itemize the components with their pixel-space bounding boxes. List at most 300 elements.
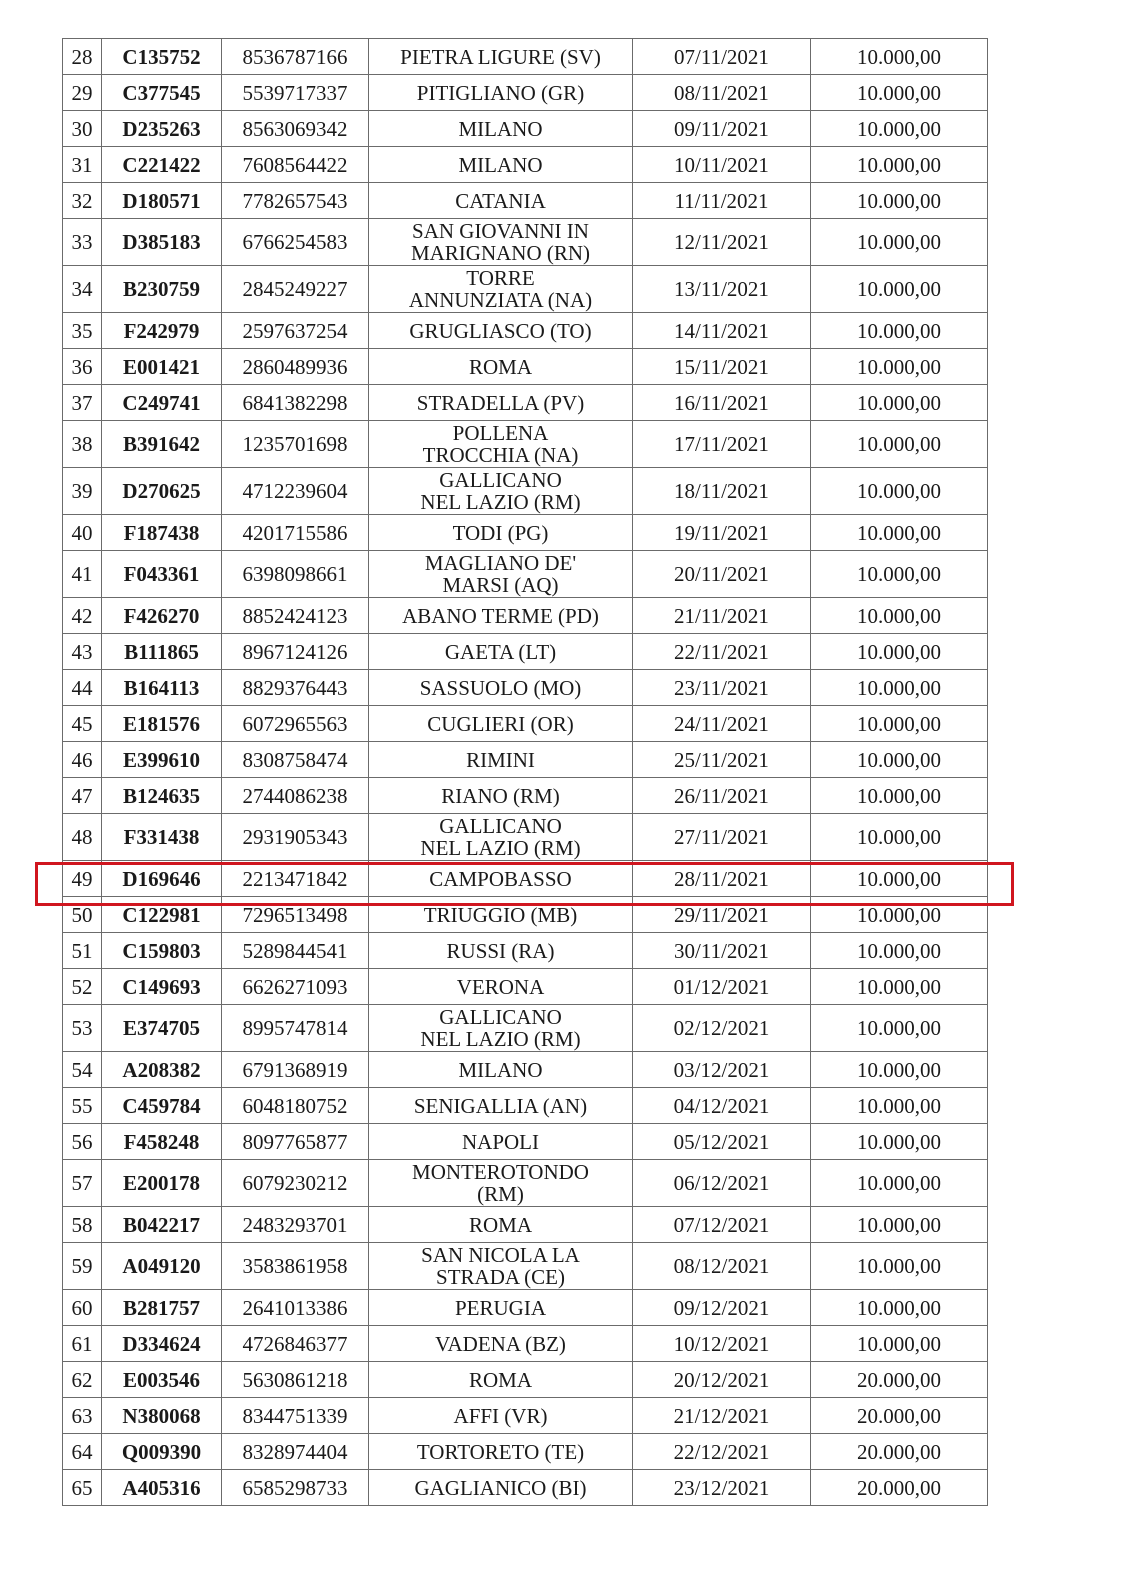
city-text: PERUGIA <box>454 1295 546 1320</box>
table-row <box>63 1005 988 1052</box>
city-text: GRUGLIASCO (TO) <box>409 318 592 343</box>
date-cell: 12/11/2021 <box>633 219 811 266</box>
table-row <box>63 313 988 349</box>
amount-cell: 10.000,00 <box>811 969 988 1005</box>
tax-code-cell: 7782657543 <box>222 183 369 219</box>
code-cell: Q009390 <box>102 1434 222 1470</box>
row-number: 36 <box>63 349 102 385</box>
city-cell <box>369 421 633 468</box>
city-cell <box>369 814 633 861</box>
row-number: 58 <box>63 1207 102 1243</box>
row-number: 34 <box>63 266 102 313</box>
table-row <box>63 468 988 515</box>
row-number: 55 <box>63 1088 102 1124</box>
tax-code-cell: 6626271093 <box>222 969 369 1005</box>
city-text: SENIGALLIA (AN) <box>413 1093 588 1118</box>
city-cell <box>369 634 633 670</box>
city-text: ROMA <box>468 1212 532 1237</box>
tax-code-cell: 8967124126 <box>222 634 369 670</box>
date-cell: 21/12/2021 <box>633 1398 811 1434</box>
amount-cell: 10.000,00 <box>811 266 988 313</box>
table-row <box>63 933 988 969</box>
city-text: CATANIA <box>455 188 546 213</box>
city-text: GAGLIANICO (BI) <box>414 1475 587 1500</box>
date-cell: 23/11/2021 <box>633 670 811 706</box>
city-cell <box>369 670 633 706</box>
city-cell <box>369 111 633 147</box>
city-text: PIETRA LIGURE (SV) <box>400 44 601 69</box>
amount-cell: 10.000,00 <box>811 468 988 515</box>
amount-cell: 10.000,00 <box>811 147 988 183</box>
tax-code-cell: 8097765877 <box>222 1124 369 1160</box>
tax-code-cell: 8536787166 <box>222 39 369 75</box>
date-cell: 18/11/2021 <box>633 468 811 515</box>
amount-cell: 10.000,00 <box>811 183 988 219</box>
amount-cell: 10.000,00 <box>811 1160 988 1207</box>
table-row <box>63 1326 988 1362</box>
table-row <box>63 75 988 111</box>
code-cell: C135752 <box>102 39 222 75</box>
row-number: 52 <box>63 969 102 1005</box>
table-row <box>63 1290 988 1326</box>
city-cell <box>369 1290 633 1326</box>
row-number: 37 <box>63 385 102 421</box>
amount-cell: 10.000,00 <box>811 421 988 468</box>
amount-cell: 10.000,00 <box>811 75 988 111</box>
amount-cell: 10.000,00 <box>811 39 988 75</box>
amount-cell: 20.000,00 <box>811 1398 988 1434</box>
table-row <box>63 1470 988 1506</box>
table-row <box>63 1088 988 1124</box>
city-cell <box>369 1434 633 1470</box>
code-cell: E399610 <box>102 742 222 778</box>
date-cell: 11/11/2021 <box>633 183 811 219</box>
city-cell <box>369 515 633 551</box>
city-cell <box>369 183 633 219</box>
tax-code-cell: 6766254583 <box>222 219 369 266</box>
city-text: MAGLIANO DE' MARSI (AQ) <box>424 551 577 597</box>
table-row <box>63 266 988 313</box>
city-text: GALLICANO NEL LAZIO (RM) <box>420 468 581 514</box>
table-body <box>63 39 988 1506</box>
row-number: 62 <box>63 1362 102 1398</box>
city-cell <box>369 742 633 778</box>
tax-code-cell: 2845249227 <box>222 266 369 313</box>
row-number: 30 <box>63 111 102 147</box>
amount-cell: 10.000,00 <box>811 1052 988 1088</box>
row-number: 49 <box>63 861 102 897</box>
code-cell: C249741 <box>102 385 222 421</box>
city-cell <box>369 313 633 349</box>
date-cell: 15/11/2021 <box>633 349 811 385</box>
code-cell: F043361 <box>102 551 222 598</box>
city-cell <box>369 1005 633 1052</box>
row-number: 59 <box>63 1243 102 1290</box>
row-number: 57 <box>63 1160 102 1207</box>
row-number: 32 <box>63 183 102 219</box>
code-cell: B391642 <box>102 421 222 468</box>
amount-cell: 10.000,00 <box>811 551 988 598</box>
city-text: GAETA (LT) <box>444 639 557 664</box>
tax-code-cell: 2597637254 <box>222 313 369 349</box>
code-cell: D334624 <box>102 1326 222 1362</box>
city-text: CUGLIERI (OR) <box>427 711 574 736</box>
amount-cell: 10.000,00 <box>811 670 988 706</box>
date-cell: 07/12/2021 <box>633 1207 811 1243</box>
amount-cell: 10.000,00 <box>811 861 988 897</box>
city-cell <box>369 551 633 598</box>
tax-code-cell: 2641013386 <box>222 1290 369 1326</box>
amount-cell: 10.000,00 <box>811 1290 988 1326</box>
date-cell: 09/11/2021 <box>633 111 811 147</box>
tax-code-cell: 4726846377 <box>222 1326 369 1362</box>
amount-cell: 10.000,00 <box>811 515 988 551</box>
tax-code-cell: 8852424123 <box>222 598 369 634</box>
row-number: 42 <box>63 598 102 634</box>
city-cell <box>369 778 633 814</box>
code-cell: B230759 <box>102 266 222 313</box>
date-cell: 03/12/2021 <box>633 1052 811 1088</box>
amount-cell: 10.000,00 <box>811 1243 988 1290</box>
date-cell: 16/11/2021 <box>633 385 811 421</box>
date-cell: 10/12/2021 <box>633 1326 811 1362</box>
row-number: 63 <box>63 1398 102 1434</box>
table-row <box>63 515 988 551</box>
table-row <box>63 598 988 634</box>
amount-cell: 10.000,00 <box>811 385 988 421</box>
tax-code-cell: 8308758474 <box>222 742 369 778</box>
city-text: POLLENA TROCCHIA (NA) <box>422 421 579 467</box>
date-cell: 22/11/2021 <box>633 634 811 670</box>
city-text: RUSSI (RA) <box>446 938 555 963</box>
code-cell: A208382 <box>102 1052 222 1088</box>
amount-cell: 10.000,00 <box>811 1207 988 1243</box>
amount-cell: 10.000,00 <box>811 1005 988 1052</box>
code-cell: N380068 <box>102 1398 222 1434</box>
tax-code-cell: 8328974404 <box>222 1434 369 1470</box>
table-row <box>63 147 988 183</box>
row-number: 44 <box>63 670 102 706</box>
city-text: ABANO TERME (PD) <box>402 603 599 628</box>
date-cell: 29/11/2021 <box>633 897 811 933</box>
city-text: GALLICANO NEL LAZIO (RM) <box>420 1005 581 1051</box>
tax-code-cell: 5289844541 <box>222 933 369 969</box>
city-cell <box>369 1470 633 1506</box>
table-row <box>63 385 988 421</box>
tax-code-cell: 8563069342 <box>222 111 369 147</box>
city-text: RIANO (RM) <box>441 783 560 808</box>
row-number: 60 <box>63 1290 102 1326</box>
date-cell: 02/12/2021 <box>633 1005 811 1052</box>
tax-code-cell: 8344751339 <box>222 1398 369 1434</box>
row-number: 50 <box>63 897 102 933</box>
code-cell: A049120 <box>102 1243 222 1290</box>
row-number: 40 <box>63 515 102 551</box>
amount-cell: 10.000,00 <box>811 778 988 814</box>
table-row <box>63 1124 988 1160</box>
tax-code-cell: 2744086238 <box>222 778 369 814</box>
date-cell: 06/12/2021 <box>633 1160 811 1207</box>
table-row <box>63 706 988 742</box>
tax-code-cell: 4201715586 <box>222 515 369 551</box>
table-row <box>63 814 988 861</box>
tax-code-cell: 6398098661 <box>222 551 369 598</box>
city-cell <box>369 1243 633 1290</box>
city-cell <box>369 1088 633 1124</box>
table-row <box>63 551 988 598</box>
city-cell <box>369 385 633 421</box>
table-row <box>63 969 988 1005</box>
city-cell <box>369 598 633 634</box>
city-text: GALLICANO NEL LAZIO (RM) <box>420 814 581 860</box>
date-cell: 27/11/2021 <box>633 814 811 861</box>
code-cell: B281757 <box>102 1290 222 1326</box>
table-row <box>63 861 988 897</box>
code-cell: B164113 <box>102 670 222 706</box>
date-cell: 17/11/2021 <box>633 421 811 468</box>
city-cell <box>369 349 633 385</box>
date-cell: 10/11/2021 <box>633 147 811 183</box>
tax-code-cell: 3583861958 <box>222 1243 369 1290</box>
city-text: VERONA <box>456 974 545 999</box>
date-cell: 22/12/2021 <box>633 1434 811 1470</box>
row-number: 56 <box>63 1124 102 1160</box>
city-text: MILANO <box>458 116 543 141</box>
code-cell: C459784 <box>102 1088 222 1124</box>
amount-cell: 10.000,00 <box>811 634 988 670</box>
tax-code-cell: 7608564422 <box>222 147 369 183</box>
table-row <box>63 670 988 706</box>
date-cell: 21/11/2021 <box>633 598 811 634</box>
amount-cell: 20.000,00 <box>811 1470 988 1506</box>
code-cell: D235263 <box>102 111 222 147</box>
table-row <box>63 183 988 219</box>
date-cell: 25/11/2021 <box>633 742 811 778</box>
table-row <box>63 1362 988 1398</box>
city-cell <box>369 147 633 183</box>
code-cell: F187438 <box>102 515 222 551</box>
date-cell: 19/11/2021 <box>633 515 811 551</box>
table-row <box>63 349 988 385</box>
date-cell: 04/12/2021 <box>633 1088 811 1124</box>
table-row <box>63 1434 988 1470</box>
row-number: 61 <box>63 1326 102 1362</box>
amount-cell: 10.000,00 <box>811 1326 988 1362</box>
row-number: 53 <box>63 1005 102 1052</box>
table-row <box>63 1398 988 1434</box>
row-number: 54 <box>63 1052 102 1088</box>
tax-code-cell: 2483293701 <box>222 1207 369 1243</box>
table-row <box>63 421 988 468</box>
amount-cell: 10.000,00 <box>811 814 988 861</box>
amount-cell: 10.000,00 <box>811 933 988 969</box>
date-cell: 09/12/2021 <box>633 1290 811 1326</box>
row-number: 41 <box>63 551 102 598</box>
row-number: 47 <box>63 778 102 814</box>
tax-code-cell: 5630861218 <box>222 1362 369 1398</box>
code-cell: D270625 <box>102 468 222 515</box>
tax-code-cell: 2931905343 <box>222 814 369 861</box>
table-row <box>63 1052 988 1088</box>
city-text: NAPOLI <box>462 1129 539 1154</box>
code-cell: E181576 <box>102 706 222 742</box>
code-cell: F242979 <box>102 313 222 349</box>
code-cell: B124635 <box>102 778 222 814</box>
code-cell: C377545 <box>102 75 222 111</box>
amount-cell: 10.000,00 <box>811 1088 988 1124</box>
tax-code-cell: 6791368919 <box>222 1052 369 1088</box>
date-cell: 01/12/2021 <box>633 969 811 1005</box>
code-cell: F458248 <box>102 1124 222 1160</box>
city-cell <box>369 1124 633 1160</box>
city-cell <box>369 706 633 742</box>
city-cell <box>369 1398 633 1434</box>
city-cell <box>369 1362 633 1398</box>
row-number: 51 <box>63 933 102 969</box>
city-cell <box>369 1207 633 1243</box>
city-text: SAN GIOVANNI IN MARIGNANO (RN) <box>410 219 591 265</box>
city-cell <box>369 75 633 111</box>
city-text: VADENA (BZ) <box>435 1331 566 1356</box>
city-text: TRIUGGIO (MB) <box>423 902 578 927</box>
tax-code-cell: 6048180752 <box>222 1088 369 1124</box>
tax-code-cell: 6585298733 <box>222 1470 369 1506</box>
row-number: 39 <box>63 468 102 515</box>
tax-code-cell: 8995747814 <box>222 1005 369 1052</box>
amount-cell: 10.000,00 <box>811 313 988 349</box>
table-row <box>63 219 988 266</box>
city-cell <box>369 861 633 897</box>
tax-code-cell: 1235701698 <box>222 421 369 468</box>
row-number: 31 <box>63 147 102 183</box>
city-text: TORRE ANNUNZIATA (NA) <box>408 266 593 312</box>
amount-cell: 10.000,00 <box>811 1124 988 1160</box>
city-cell <box>369 1160 633 1207</box>
row-number: 45 <box>63 706 102 742</box>
beneficiaries-table <box>62 38 988 1506</box>
row-number: 28 <box>63 39 102 75</box>
code-cell: A405316 <box>102 1470 222 1506</box>
table-row <box>63 742 988 778</box>
city-cell <box>369 933 633 969</box>
date-cell: 13/11/2021 <box>633 266 811 313</box>
city-cell <box>369 266 633 313</box>
city-text: TORTORETO (TE) <box>416 1439 585 1464</box>
row-number: 48 <box>63 814 102 861</box>
date-cell: 30/11/2021 <box>633 933 811 969</box>
city-cell <box>369 897 633 933</box>
table-row <box>63 897 988 933</box>
code-cell: B111865 <box>102 634 222 670</box>
row-number: 43 <box>63 634 102 670</box>
date-cell: 20/11/2021 <box>633 551 811 598</box>
city-text: RIMINI <box>466 747 535 772</box>
table-row <box>63 778 988 814</box>
tax-code-cell: 6079230212 <box>222 1160 369 1207</box>
city-text: ROMA <box>468 354 532 379</box>
table-row <box>63 1160 988 1207</box>
city-cell <box>369 219 633 266</box>
city-text: SAN NICOLA LA STRADA (CE) <box>421 1243 580 1289</box>
city-text: SASSUOLO (MO) <box>419 675 582 700</box>
code-cell: C122981 <box>102 897 222 933</box>
amount-cell: 10.000,00 <box>811 349 988 385</box>
date-cell: 23/12/2021 <box>633 1470 811 1506</box>
row-number: 29 <box>63 75 102 111</box>
code-cell: F331438 <box>102 814 222 861</box>
code-cell: D385183 <box>102 219 222 266</box>
row-number: 64 <box>63 1434 102 1470</box>
tax-code-cell: 5539717337 <box>222 75 369 111</box>
city-text: MILANO <box>458 1057 543 1082</box>
date-cell: 08/11/2021 <box>633 75 811 111</box>
date-cell: 26/11/2021 <box>633 778 811 814</box>
amount-cell: 10.000,00 <box>811 111 988 147</box>
city-text: TODI (PG) <box>452 520 549 545</box>
row-number: 35 <box>63 313 102 349</box>
amount-cell: 20.000,00 <box>811 1362 988 1398</box>
city-cell <box>369 1326 633 1362</box>
date-cell: 08/12/2021 <box>633 1243 811 1290</box>
city-text: MONTEROTONDO (RM) <box>412 1160 589 1206</box>
city-text: STRADELLA (PV) <box>416 390 585 415</box>
city-text: CAMPOBASSO <box>429 866 572 891</box>
tax-code-cell: 2213471842 <box>222 861 369 897</box>
amount-cell: 20.000,00 <box>811 1434 988 1470</box>
city-cell <box>369 969 633 1005</box>
code-cell: D169646 <box>102 861 222 897</box>
tax-code-cell: 6841382298 <box>222 385 369 421</box>
code-cell: C149693 <box>102 969 222 1005</box>
code-cell: E200178 <box>102 1160 222 1207</box>
amount-cell: 10.000,00 <box>811 897 988 933</box>
code-cell: C221422 <box>102 147 222 183</box>
row-number: 65 <box>63 1470 102 1506</box>
date-cell: 07/11/2021 <box>633 39 811 75</box>
city-text: ROMA <box>468 1367 532 1392</box>
amount-cell: 10.000,00 <box>811 598 988 634</box>
tax-code-cell: 8829376443 <box>222 670 369 706</box>
code-cell: B042217 <box>102 1207 222 1243</box>
date-cell: 28/11/2021 <box>633 861 811 897</box>
amount-cell: 10.000,00 <box>811 706 988 742</box>
city-cell <box>369 39 633 75</box>
amount-cell: 10.000,00 <box>811 742 988 778</box>
row-number: 38 <box>63 421 102 468</box>
table-row <box>63 39 988 75</box>
city-text: AFFI (VR) <box>453 1403 548 1428</box>
date-cell: 14/11/2021 <box>633 313 811 349</box>
code-cell: D180571 <box>102 183 222 219</box>
code-cell: E003546 <box>102 1362 222 1398</box>
table-row <box>63 634 988 670</box>
date-cell: 05/12/2021 <box>633 1124 811 1160</box>
code-cell: E001421 <box>102 349 222 385</box>
date-cell: 24/11/2021 <box>633 706 811 742</box>
table-row <box>63 1243 988 1290</box>
code-cell: C159803 <box>102 933 222 969</box>
table-row <box>63 111 988 147</box>
city-text: MILANO <box>458 152 543 177</box>
date-cell: 20/12/2021 <box>633 1362 811 1398</box>
city-cell <box>369 468 633 515</box>
table-row <box>63 1207 988 1243</box>
tax-code-cell: 4712239604 <box>222 468 369 515</box>
row-number: 33 <box>63 219 102 266</box>
code-cell: F426270 <box>102 598 222 634</box>
tax-code-cell: 2860489936 <box>222 349 369 385</box>
code-cell: E374705 <box>102 1005 222 1052</box>
